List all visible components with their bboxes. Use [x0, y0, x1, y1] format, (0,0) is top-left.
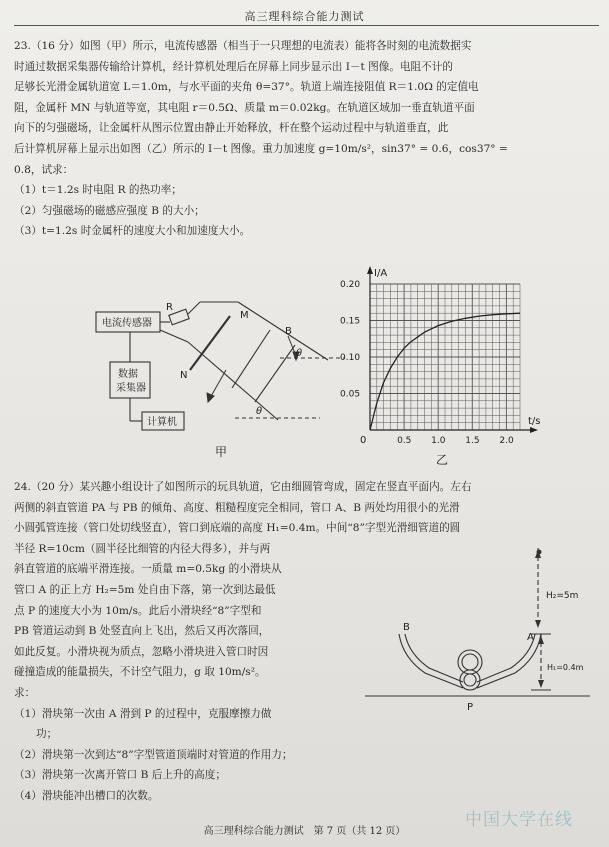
- chart-ticks: [340, 280, 514, 446]
- label-A: A: [527, 632, 534, 643]
- loop-lower-outer: [460, 670, 480, 690]
- tube-PB-outer: [399, 634, 463, 688]
- page-header: 高三理科综合能力测试: [244, 10, 365, 23]
- gravity-direction-arrow: [210, 370, 226, 398]
- x-tick-label: 0.5: [397, 436, 412, 446]
- q24-wrap-line: 管口 A 的正上方 H₂=5m 处自由下落，第一次到达最低: [14, 583, 276, 596]
- y-axis-label: I/A: [374, 268, 388, 279]
- q23-line: 23.（16 分）如图（甲）所示，电流传感器（相当于一只理想的电流表）能将各时刻的电流数据实: [14, 40, 472, 52]
- q24-wrap-line: 如此反复。小滑块视为质点，忽略小滑块进入管口时因: [14, 645, 269, 658]
- q24-line: 24.（20 分）某兴趣小组设计了如图所示的玩具轨道，它由细圆管弯成，固定在竖直平面内。左右: [14, 481, 472, 493]
- collector-label-2: 采集器: [116, 383, 146, 394]
- q24-wrap-line: 点 P 的速度大小为 10m/s。此后小滑块经“8”字型和: [14, 604, 262, 617]
- q24-wrap-line: PB 管道运动到 B 处竖直向上飞出，然后又再次落回，: [14, 625, 270, 638]
- x-tick-label: 1.5: [465, 436, 480, 446]
- computer-label: 计算机: [147, 417, 177, 428]
- y-axis-arrow: [367, 266, 373, 274]
- y-tick-label: 0.20: [340, 280, 361, 290]
- q24-line: 小圆弧管连接（管口处切线竖直），管口到底端的高度 H₁=0.4m。中间“8”字型光滑细管道的圆: [14, 522, 461, 535]
- theta-upper: θ: [296, 348, 303, 359]
- label-R: R: [166, 302, 173, 313]
- label-H1: H₁=0.4m: [547, 663, 584, 672]
- origin-label: 0: [360, 435, 367, 446]
- x-axis-arrow: [530, 427, 538, 433]
- header-divider: [14, 25, 599, 26]
- loop-lower-inner: [464, 674, 476, 686]
- q24-wrap-line: 半径 R=10cm（圆半径比细管的内径大得多），并与两: [14, 542, 271, 555]
- q23-subquestion: （1）t＝1.2s 时电阻 R 的热功率；: [14, 184, 182, 197]
- figure-24-track: [365, 548, 595, 718]
- q23-line: 阻，金属杆 MN 与轨道等宽，其电阻 r＝0.5Ω、质量 m＝0.02kg。在轨道区域加一垂直轨道平面: [14, 101, 475, 114]
- sensor-label: 电流传感器: [102, 318, 152, 329]
- q23-line: 向下的匀强磁场，让金属杆从图示位置由静止开始释放，杆在整个运动过程中与轨道垂直，此: [14, 122, 449, 135]
- label-B: B: [285, 326, 292, 337]
- q24-subquestion: （1）滑块第一次由 A 滑到 P 的过程中，克服摩擦力做: [14, 707, 272, 720]
- q23-subquestion: （2）匀强磁场的磁感应强度 B 的大小；: [14, 204, 205, 217]
- y-tick-label: 0.10: [340, 353, 361, 363]
- collector-label-1: 数据: [118, 369, 138, 380]
- y-tick-label: 0.15: [340, 316, 361, 327]
- q23-line: 足够长光滑金属轨道宽 L＝1.0m，与水平面的夹角 θ=37°。轨道上端连接阻值 R＝1.0Ω 的定值电: [14, 81, 479, 94]
- figure-yi-chart: [330, 262, 555, 472]
- caption-yi: 乙: [436, 453, 449, 467]
- q23-line: 0.8，试求：: [14, 163, 74, 176]
- label-P: P: [467, 702, 474, 713]
- question-23: [14, 36, 599, 242]
- figure-jia: [60, 290, 350, 460]
- watermark-logo: 中国大学在线: [465, 810, 573, 830]
- theta-lower: θ: [256, 406, 263, 417]
- q24-subquestion: （4）滑块能冲出槽口的次数。: [14, 789, 159, 802]
- x-axis-label: t/s: [528, 416, 541, 427]
- q23-line: 后计算机屏幕上显示出如图（乙）所示的 I－t 图像。重力加速度 g=10m/s²，sin37° = 0.6，cos37° =: [14, 142, 508, 155]
- q23-subquestion: （3）t=1.2s 时金属杆的速度大小和加速度大小。: [14, 225, 251, 238]
- label-H2: H₂=5m: [546, 591, 579, 601]
- page-footer: 高三理科综合能力测试 第 7 页（共 12 页）: [203, 826, 406, 837]
- label-N: N: [180, 370, 188, 381]
- q24-wrap-line: 斜直管道的底端平滑连接。一质量 m=0.5kg 的小滑块从: [14, 563, 282, 576]
- slider-block: [537, 550, 542, 555]
- q24-wrap-line: 求：: [14, 686, 36, 699]
- x-tick-label: 1.0: [431, 436, 446, 446]
- y-tick-label: 0.05: [340, 389, 361, 400]
- q24-subquestion-cont: 功；: [36, 728, 58, 741]
- rod-MN: [190, 316, 230, 370]
- q24-subquestion: （3）滑块第一次离开管口 B 后上升的高度；: [14, 769, 226, 782]
- q24-subquestion: （2）滑块第一次到达“8”字型管道顶端时对管道的作用力；: [14, 748, 293, 761]
- chart-grid: [370, 284, 520, 430]
- loop-upper-inner: [462, 654, 478, 670]
- label-M: M: [240, 310, 249, 321]
- upper-rail: [238, 302, 328, 360]
- q24-line: 两侧的斜直管道 PA 与 PB 的倾角、高度、粗糙程度完全相同，管口 A、B 两处均用很小的光滑: [14, 501, 460, 514]
- q23-line: 时通过数据采集器传输给计算机，经计算机处理后在屏幕上同步显示出 I－t 图像。电阻不计的: [14, 60, 453, 73]
- tube-PB-inner: [405, 634, 463, 682]
- caption-jia: 甲: [215, 445, 228, 459]
- x-tick-label: 2.0: [499, 436, 514, 446]
- q24-wrap-line: 碰撞造成的能量损失，不计空气阻力，g 取 10m/s²。: [14, 666, 266, 679]
- label-B: B: [403, 622, 410, 633]
